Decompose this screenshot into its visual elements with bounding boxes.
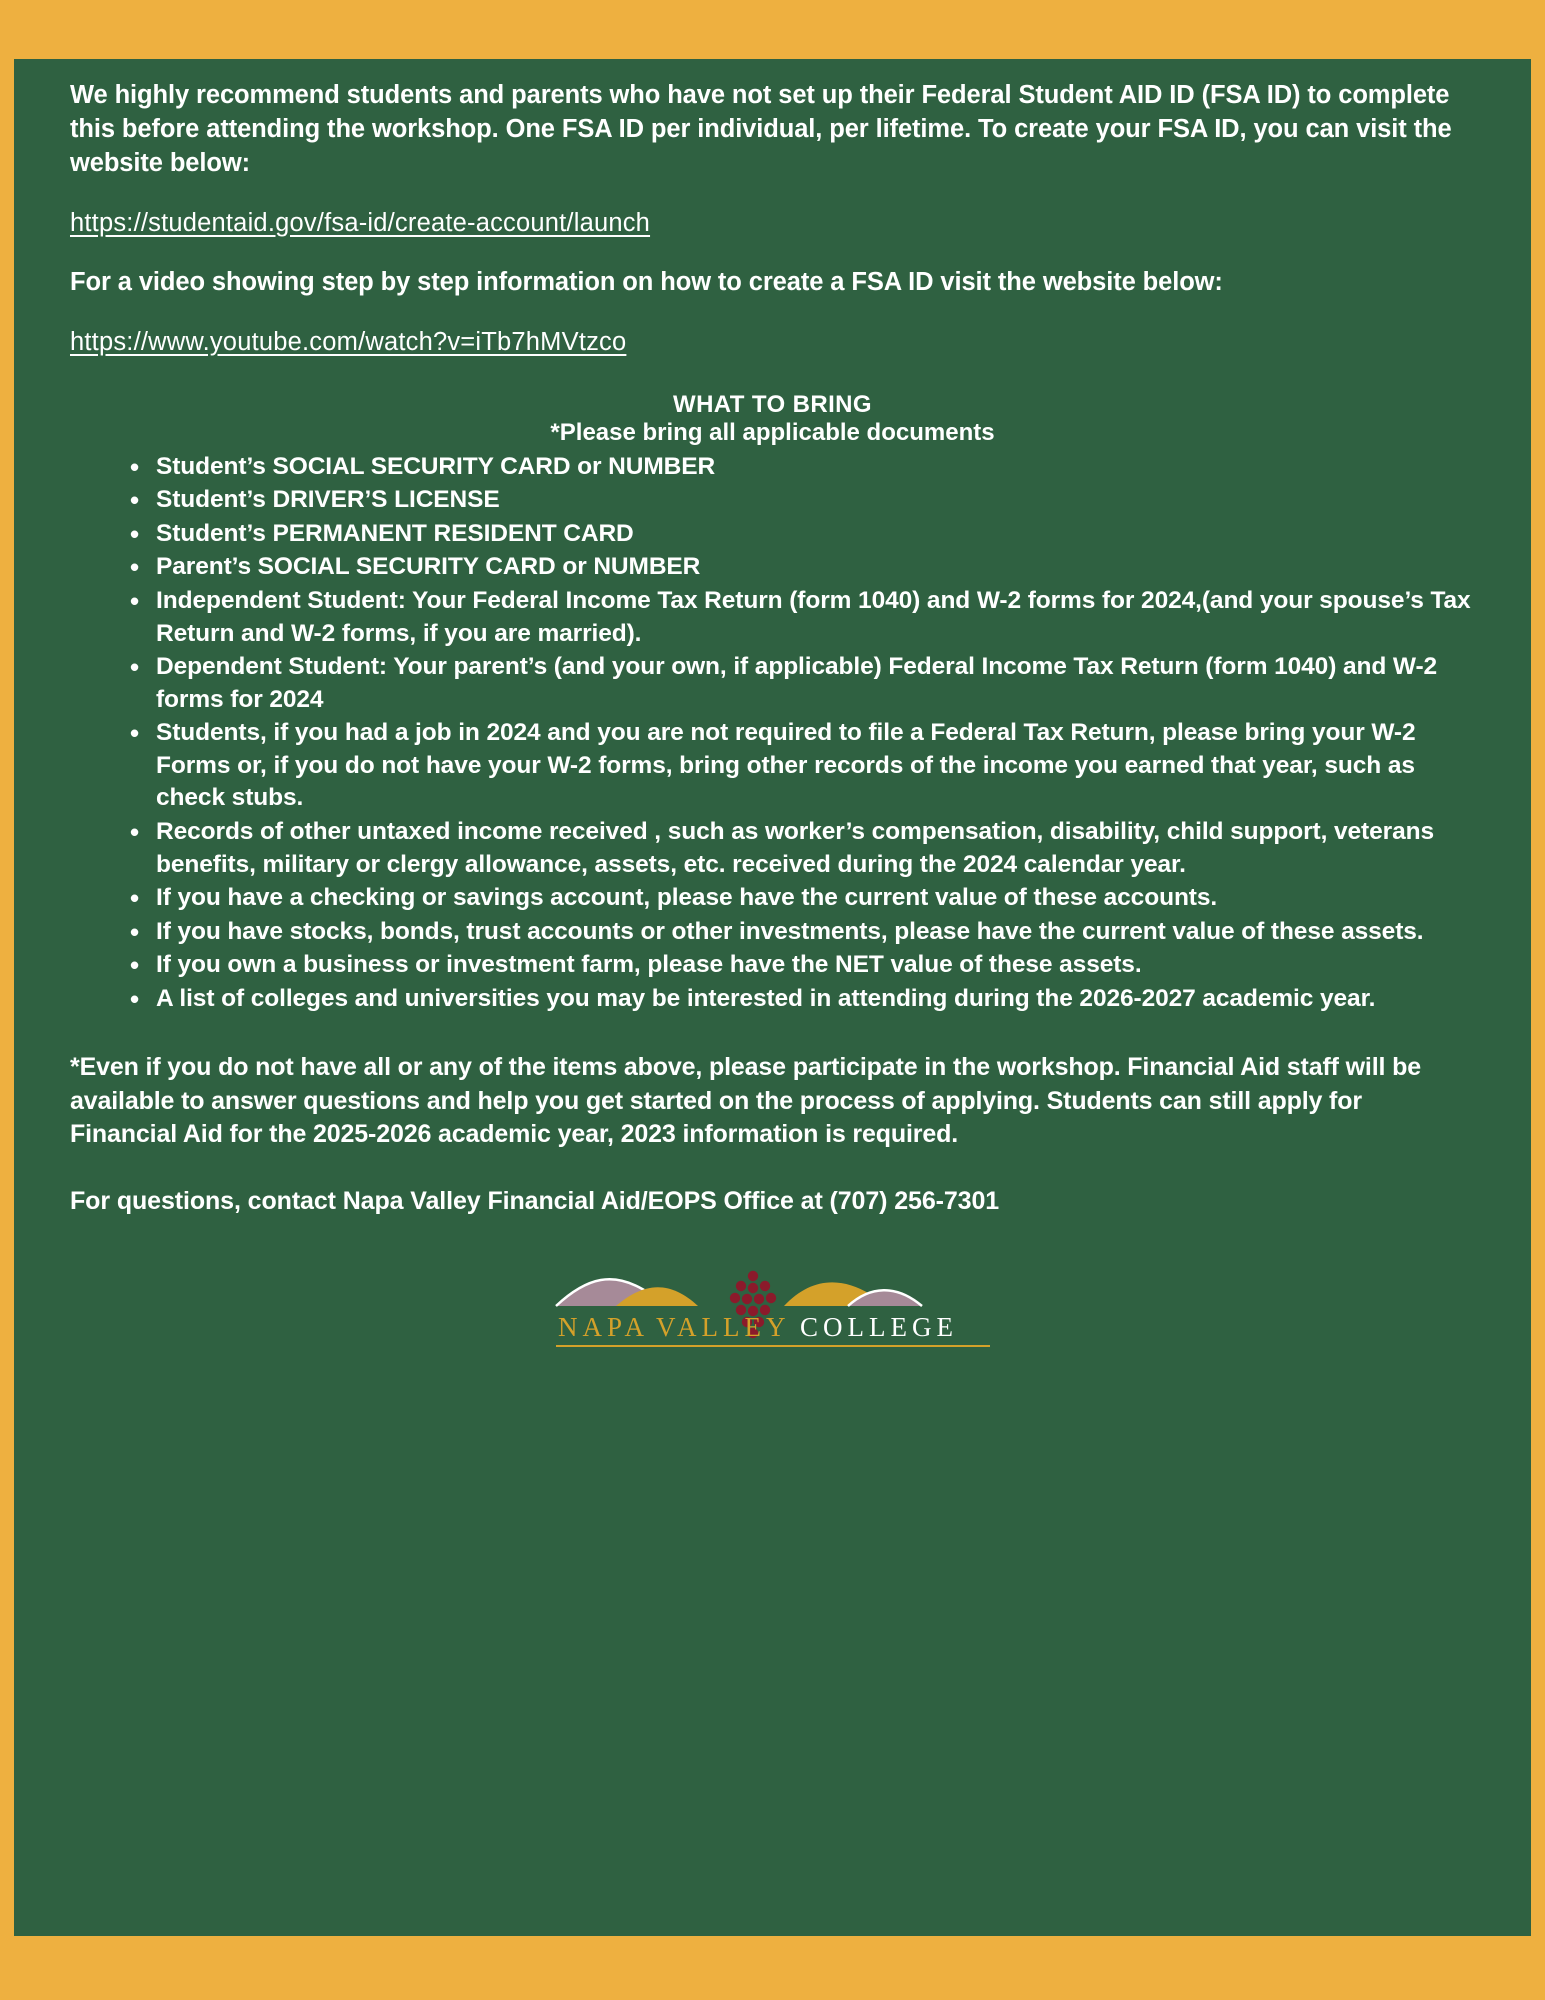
intro-paragraph: We highly recommend students and parents who have not set up their Federal Student AID ID (FSA ID) to complete this before attending the workshop. One FSA ID per individual, per lifetime. To create your FSA ID, you can visit the website below: — [70, 81, 1452, 177]
list-item: • If you have a checking or savings account, please have the current value of these accounts. — [124, 882, 1475, 915]
right-border-band — [1531, 0, 1545, 2000]
logo-container — [70, 1262, 1475, 1354]
list-item: • If you have stocks, bonds, trust accounts or other investments, please have the current value of these assets. — [124, 916, 1475, 949]
list-item: • A list of colleges and universities you may be interested in attending during the 2026-2027 academic year. — [124, 983, 1475, 1016]
what-to-bring-heading: WHAT TO BRING — [673, 390, 872, 418]
list-item: • Student’s SOCIAL SECURITY CARD or NUMBER — [124, 451, 1475, 484]
list-item: • Students, if you had a job in 2024 and you are not required to file a Federal Tax Return, please bring your W-2 Forms or, if you do not have your W-2 forms, bring other records of the income you earned that year, such as check stubs. — [124, 717, 1475, 815]
list-item: • Records of other untaxed income received , such as worker’s compensation, disability, child support, veterans benefits, military or clergy allowance, assets, etc. received during the 2024 calendar year. — [124, 816, 1475, 881]
list-item: • Student’s PERMANENT RESIDENT CARD — [124, 518, 1475, 551]
bottom-border-band — [0, 1936, 1545, 2000]
svg-text:NAPA: NAPA — [557, 1312, 649, 1343]
list-item: • Student’s DRIVER’S LICENSE — [124, 484, 1475, 517]
flyer-content — [14, 59, 1531, 1936]
list-item: • Parent’s SOCIAL SECURITY CARD or NUMBER — [124, 551, 1475, 584]
what-to-bring-subheading: *Please bring all applicable documents — [550, 418, 995, 446]
napa-valley-college-logo — [548, 1262, 998, 1354]
svg-text:VALLEY: VALLEY — [655, 1312, 790, 1343]
left-border-band — [0, 0, 14, 2000]
contact-info: For questions, contact Napa Valley Financial Aid/EOPS Office at (707) 256-7301 — [70, 1187, 1000, 1216]
list-item: • Dependent Student: Your parent’s (and your own, if applicable) Federal Income Tax Return (form 1040) and W-2 forms for 2024 — [124, 651, 1475, 716]
list-item: • If you own a business or investment farm, please have the NET value of these assets. — [124, 949, 1475, 982]
top-border-band — [0, 0, 1545, 59]
participation-note: *Even if you do not have all or any of the items above, please participate in the workshop. Financial Aid staff will be available to answer questions and help you get started on the process of applying. Students can still apply for Financial Aid for the 2025-2026 academic year, 2023 information is required. — [70, 1053, 1421, 1148]
list-item: • Independent Student: Your Federal Income Tax Return (form 1040) and W-2 forms for 2024,(and your spouse’s Tax Return and W-2 forms, if you are married). — [124, 585, 1475, 650]
what-to-bring-list — [70, 451, 1475, 1016]
youtube-video-link[interactable]: https://www.youtube.com/watch?v=iTb7hMVtzco — [70, 327, 627, 356]
video-paragraph: For a video showing step by step information on how to create a FSA ID visit the website below: — [70, 267, 1223, 296]
fsa-id-link[interactable]: https://studentaid.gov/fsa-id/create-account/launch — [70, 208, 651, 237]
svg-text:COLLEGE: COLLEGE — [799, 1312, 958, 1343]
